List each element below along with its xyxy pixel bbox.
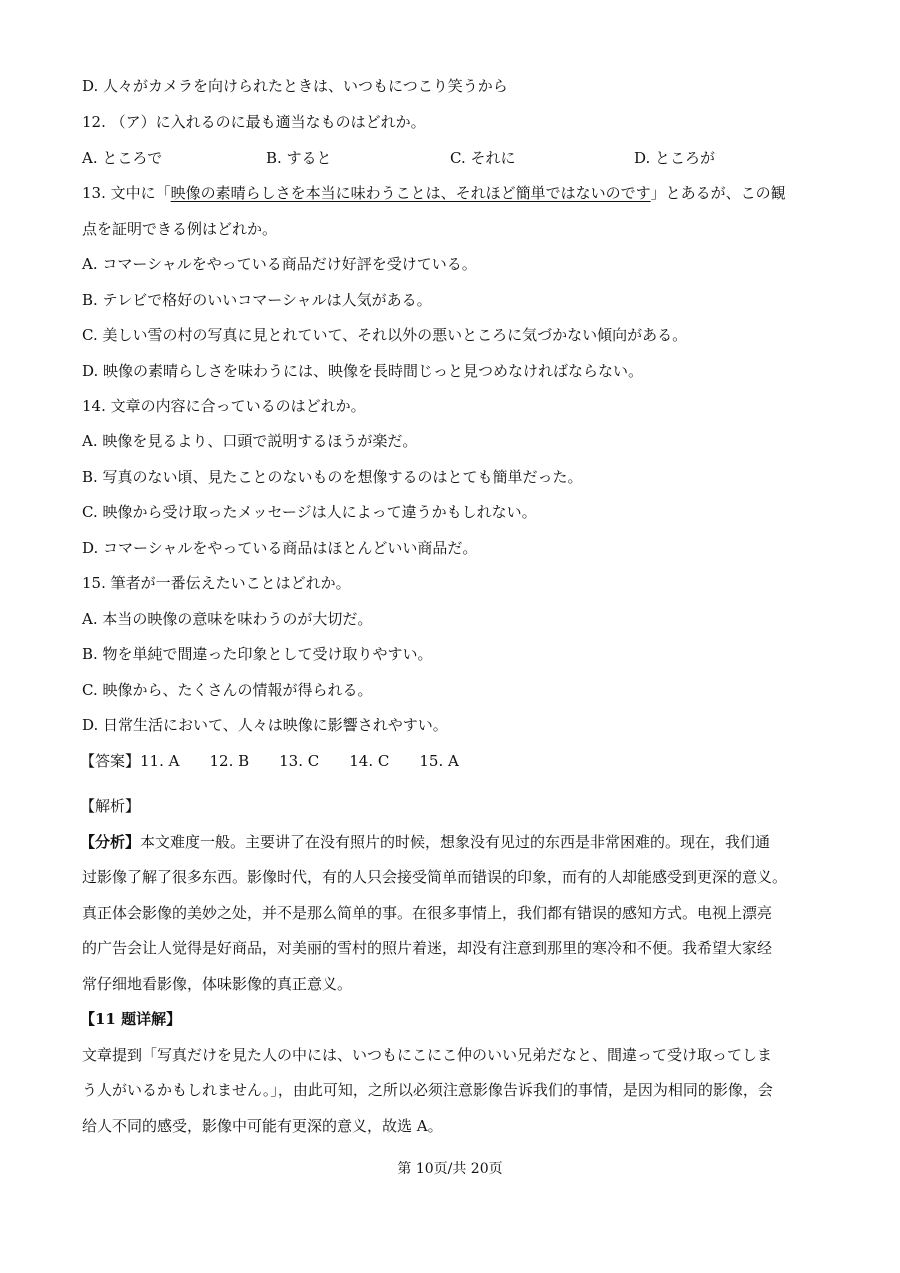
fenxi-line-2: 过影像了解了很多东西。影像时代，有的人只会接受简单而错误的印象，而有的人却能感受到更深的意义。 (82, 868, 788, 886)
q12-option-c: C. それに (450, 149, 516, 167)
fenxi-line-4: 的广告会让人觉得是好商品，对美丽的雪村的照片着迷，却没有注意到那里的寒冷和不便。我希望大家经 (82, 939, 773, 957)
q13-option-d: D. 映像の素晴らしさを味わうには、映像を長時間じっと見つめなければならない。 (82, 362, 644, 380)
q13-suffix: 」とあるが、この観 (650, 184, 786, 202)
q14-option-c: C. 映像から受け取ったメッセージは人によって違うかもしれない。 (82, 503, 537, 521)
answer-line (80, 751, 489, 771)
fenxi-line-3: 真正体会影像的美妙之处，并不是那么简单的事。在很多事情上，我们都有错误的感知方式。电视上漂亮 (82, 904, 773, 922)
page-footer: 第 10页/共 20页 (397, 1161, 503, 1177)
q13-option-b: B. テレビで格好のいいコマーシャルは人気がある。 (82, 291, 432, 309)
detail-11-line-1: 文章提到「写真だけを見た人の中には、いつもにこにこ仲のいい兄弟だなと、間違って受け取ってしま (82, 1046, 773, 1064)
q14-option-b: B. 写真のない頃、見たことのないものを想像するのはとても簡単だった。 (82, 468, 583, 486)
analysis-label: 【解析】 (80, 797, 141, 815)
q13-option-c: C. 美しい雪の村の写真に見とれていて、それ以外の悪いところに気づかない傾向がある。 (82, 326, 688, 344)
detail-11-label: 【11 题详解】 (80, 1010, 182, 1028)
q12-question: 12. （ア）に入れるのに最も適当なものはどれか。 (82, 113, 426, 131)
q11-option-d: D. 人々がカメラを向けられたときは、いつもにつこり笑うから (82, 77, 508, 95)
q13-option-a: A. コマーシャルをやっている商品だけ好評を受けている。 (82, 255, 477, 273)
q13-prefix: 13. 文中に「 (82, 184, 171, 202)
q15-option-d: D. 日常生活において、人々は映像に影響されやすい。 (82, 716, 448, 734)
q14-option-a: A. 映像を見るより、口頭で説明するほうが楽だ。 (82, 432, 418, 450)
q12-option-b: B. すると (266, 149, 332, 167)
q14-option-d: D. コマーシャルをやっている商品はほとんどいい商品だ。 (82, 539, 478, 557)
fenxi-text-1: 本文难度一般。主要讲了在没有照片的时候，想象没有见过的东西是非常困难的。现在，我们通 (140, 833, 771, 851)
q15-question: 15. 筆者が一番伝えたいことはどれか。 (82, 574, 351, 592)
q15-option-c: C. 映像から、たくさんの情報が得られる。 (82, 681, 373, 699)
q13-question (82, 183, 786, 203)
answer-label: 【答案】 (80, 752, 141, 770)
q15-option-b: B. 物を単純で間違った印象として受け取りやすい。 (82, 645, 433, 663)
q13-quote: 映像の素晴らしさを本当に味わうことは、それほど簡単ではないのです (170, 184, 651, 202)
answer-15: 15. A (419, 752, 459, 770)
fenxi-label: 【分析】 (80, 833, 141, 851)
fenxi-line-1 (80, 832, 770, 852)
answer-14: 14. C (349, 752, 390, 770)
q13-question-line2: 点を証明できる例はどれか。 (82, 220, 278, 238)
q14-question: 14. 文章の内容に合っているのはどれか。 (82, 397, 366, 415)
q12-option-d: D. ところが (634, 149, 716, 167)
detail-11-line-3: 给人不同的感受，影像中可能有更深的意义，故选 A。 (82, 1117, 443, 1135)
q15-option-a: A. 本当の映像の意味を味わうのが大切だ。 (82, 610, 373, 628)
fenxi-line-5: 常仔细地看影像，体味影像的真正意义。 (82, 975, 353, 993)
detail-11-line-2: う人がいるかもしれません。」，由此可知，之所以必须注意影像告诉我们的事情，是因为相同的影像，会 (82, 1081, 773, 1099)
answer-13: 13. C (279, 752, 320, 770)
q12-option-a: A. ところで (82, 149, 163, 167)
answer-12: 12. B (209, 752, 250, 770)
answer-11: 11. A (140, 752, 180, 770)
